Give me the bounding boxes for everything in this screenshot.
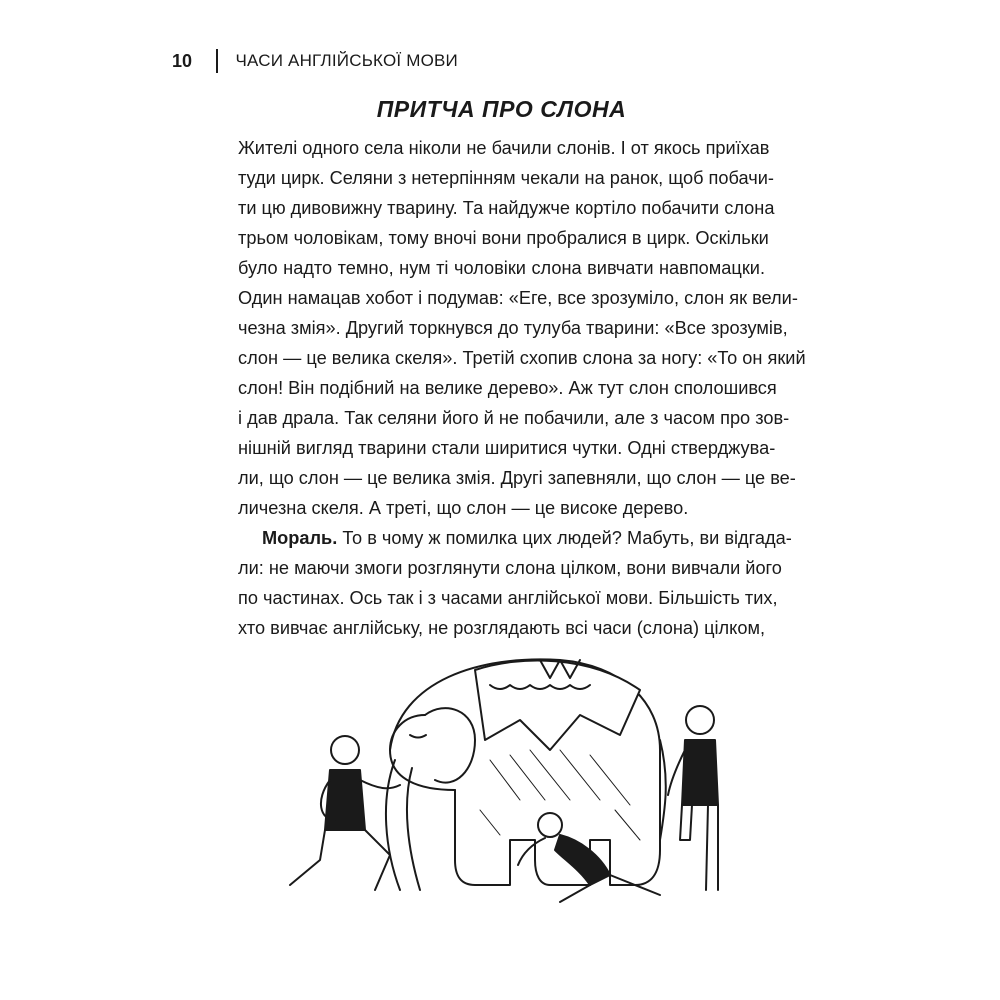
moral-text: То в чому ж помилка цих людей? Мабуть, ви відгада- — [337, 528, 792, 548]
running-title: ЧАСИ АНГЛІЙСЬКОЇ МОВИ — [235, 51, 458, 70]
man-middle-body — [555, 835, 610, 885]
man-middle-head — [538, 813, 562, 837]
elephant-and-three-men-illustration — [260, 640, 740, 920]
text-line: ти цю дивовижну тварину. Та найдужче кортіло побачити слона — [238, 198, 775, 218]
text-line — [238, 523, 792, 553]
elephant-trunk — [386, 760, 420, 890]
text-line: ли, що слон — це велика змія. Другі запевняли, що слон — це ве- — [238, 468, 796, 488]
man-left-head — [331, 736, 359, 764]
text-line: личезна скеля. А треті, що слон — це високе дерево. — [238, 498, 689, 518]
text-line: чезна змія». Другий торкнувся до тулуба тварини: «Все зрозумів, — [238, 318, 788, 338]
text-line: було надто темно, нум ті чоловіки слона вивчати навпомацки. — [238, 258, 765, 278]
elephant-eye — [410, 735, 426, 738]
chapter-title: ПРИТЧА ПРО СЛОНА — [376, 96, 627, 122]
text-line: Жителі одного села ніколи не бачили слонів. І от якось приїхав — [238, 138, 770, 158]
elephant-blanket — [475, 660, 640, 750]
running-head — [172, 49, 458, 73]
text-line: ли: не маючи змоги розглянути слона цілком, вони вивчали його — [238, 558, 782, 578]
man-left-body — [325, 770, 365, 830]
man-right-head — [686, 706, 714, 734]
text-line: трьом чоловікам, тому вночі вони пробралися в цирк. Оскільки — [238, 228, 769, 248]
text-line: нішній вигляд тварини стали ширитися чутки. Одні стверджува- — [238, 438, 776, 458]
text-line: по частинах. Ось так і з часами англійської мови. Більшість тих, — [238, 588, 778, 608]
paragraph-1 — [238, 133, 806, 523]
text-line: і дав драла. Так селяни його й не побачили, але з часом про зов- — [238, 408, 790, 428]
paragraph-2 — [238, 523, 792, 643]
page-number: 10 — [172, 50, 193, 71]
moral-label: Мораль. — [262, 528, 338, 548]
header-divider — [216, 49, 218, 73]
text-line: слон! Він подібний на велике дерево». Аж тут слон сполошився — [238, 378, 777, 398]
elephant-head — [390, 715, 455, 790]
text-line: Один намацав хобот і подумав: «Еге, все зрозуміло, слон як вели- — [238, 288, 798, 308]
elephant-ear — [425, 708, 475, 782]
man-right-body — [682, 740, 718, 805]
text-line: хто вивчає англійську, не розглядають всі часи (слона) цілком, — [238, 618, 765, 638]
body-text — [238, 133, 806, 643]
text-line: слон — це велика скеля». Третій схопив слона за ногу: «То он який — [238, 348, 806, 368]
text-line: туди цирк. Селяни з нетерпінням чекали на ранок, щоб побачи- — [238, 168, 774, 188]
